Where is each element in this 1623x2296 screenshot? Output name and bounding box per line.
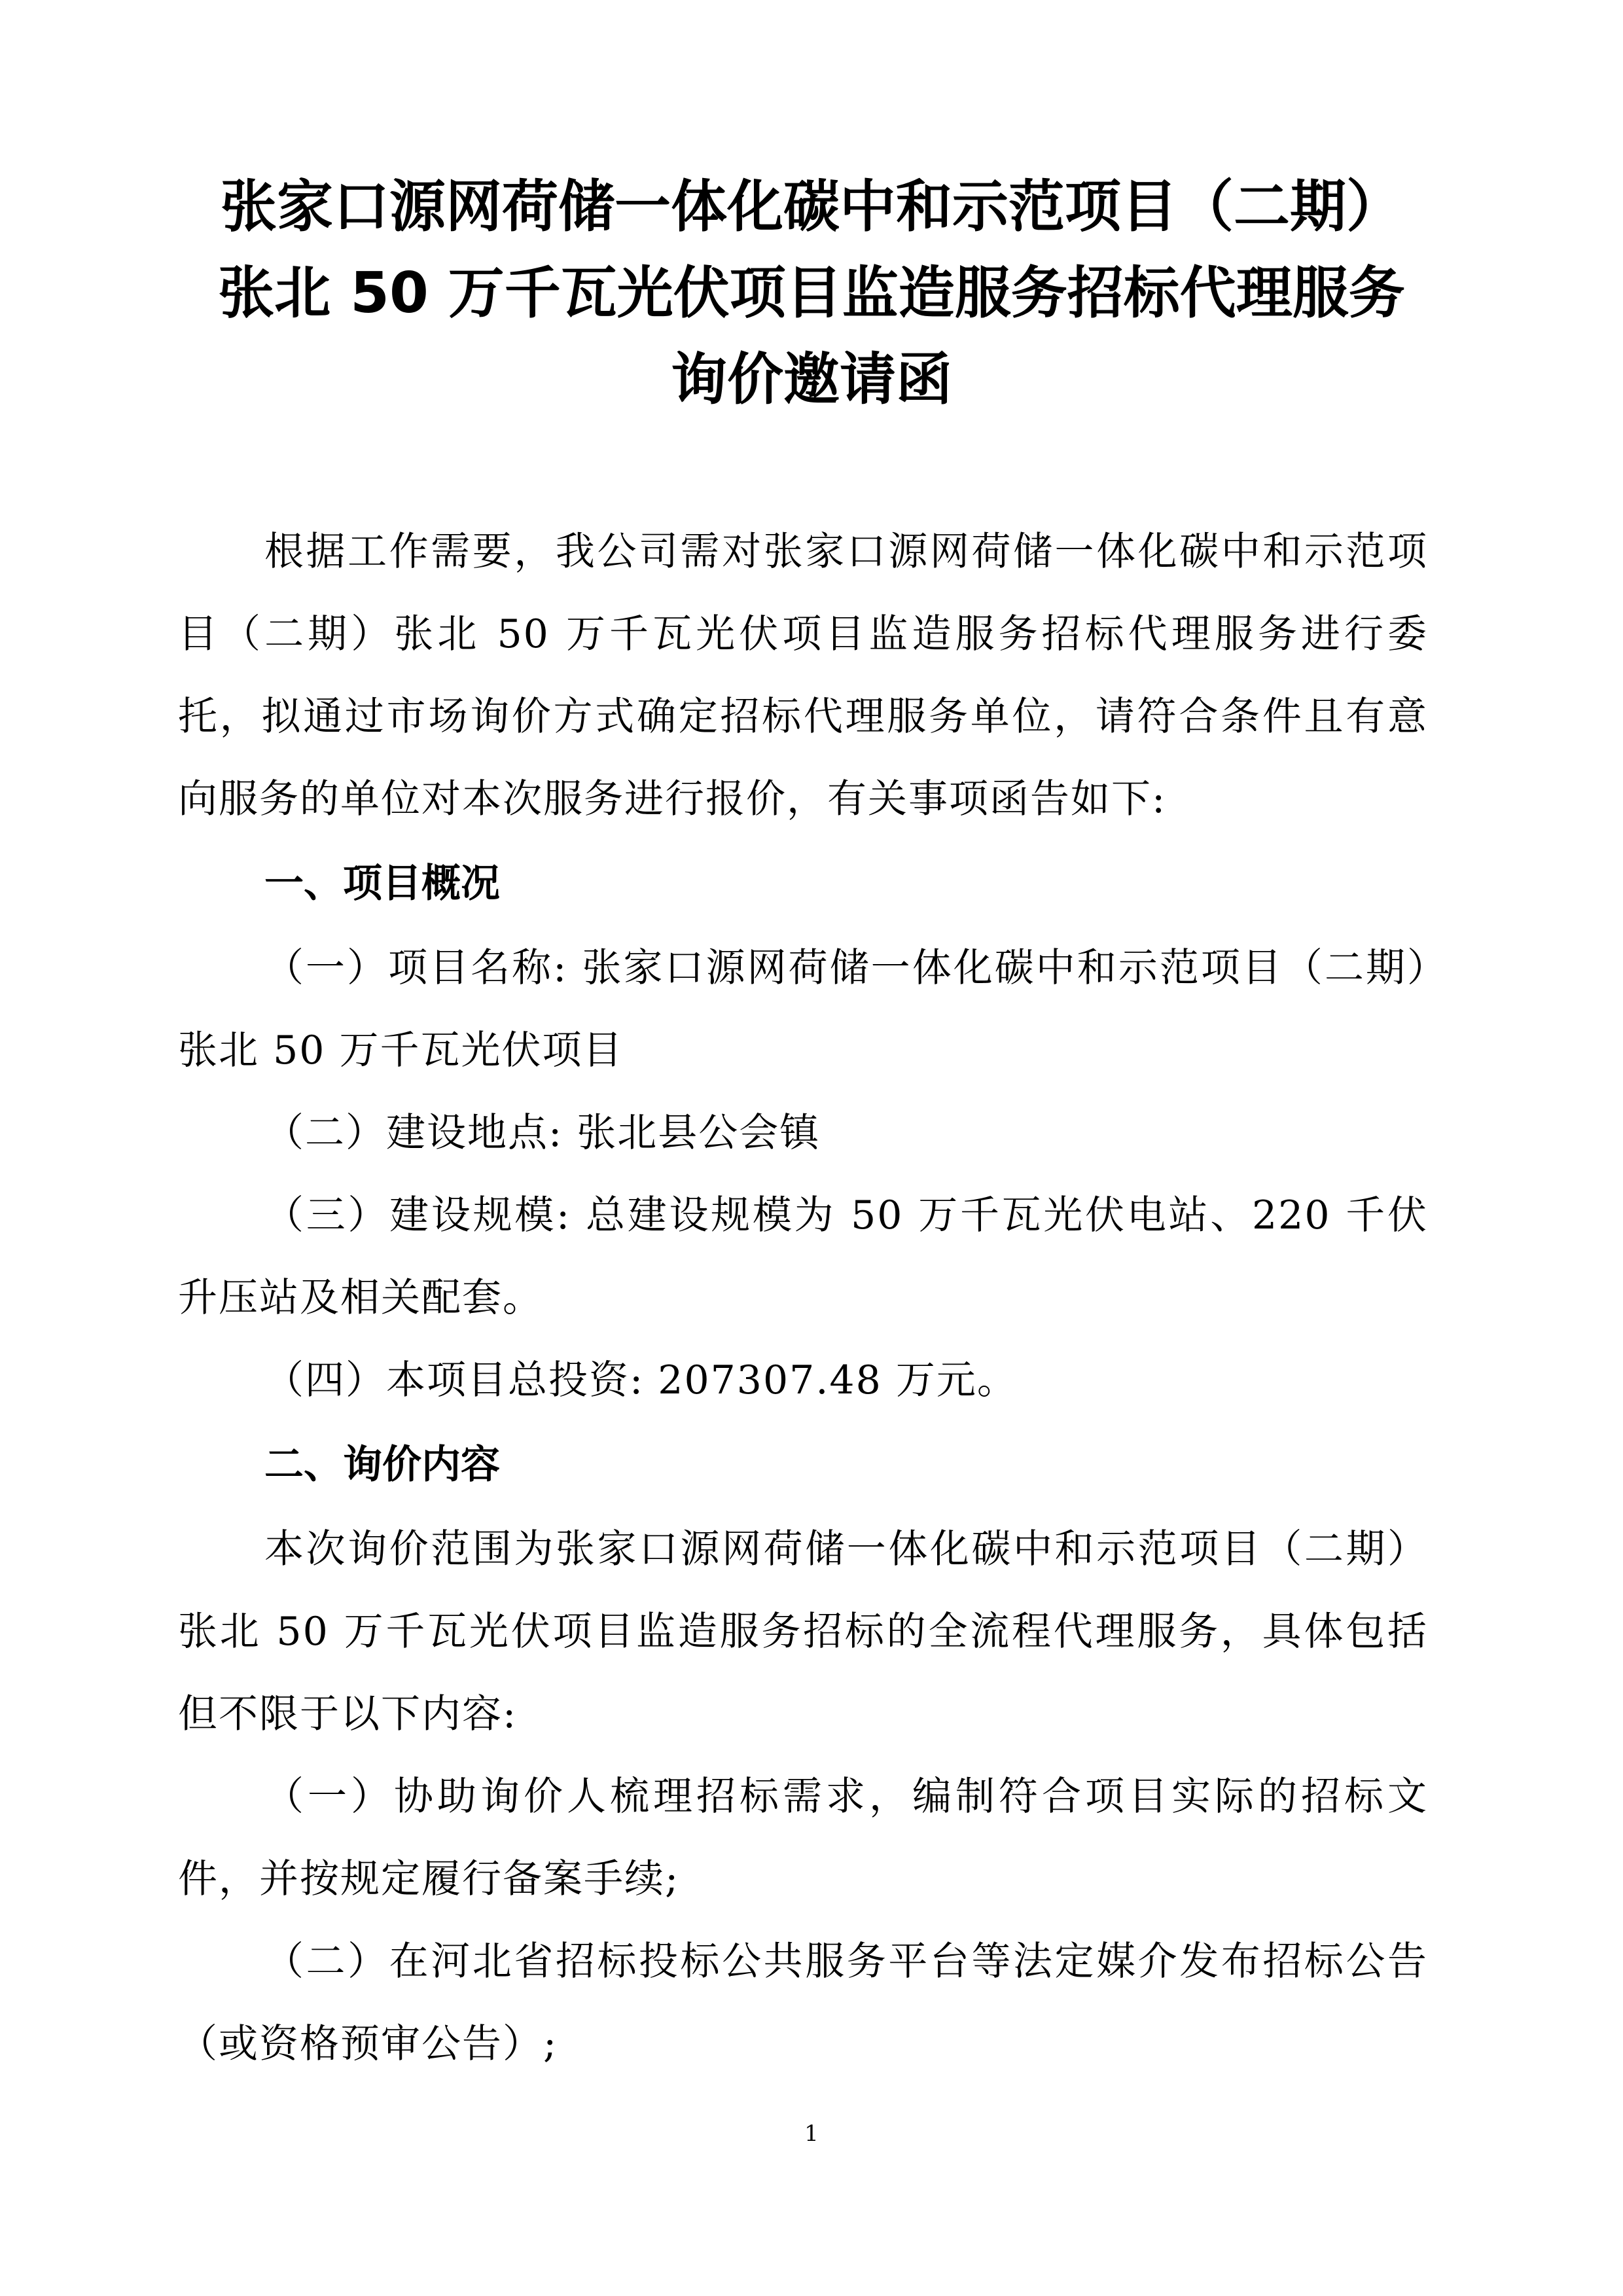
document-body xyxy=(178,511,1428,2085)
inquiry-item-2: （二）在河北省招标投标公共服务平台等法定媒介发布招标公告（或资格预审公告）; xyxy=(178,1939,1428,2067)
intro-paragraph: 根据工作需要，我公司需对张家口源网荷储一体化碳中和示范项目（二期）张北 50 万千瓦光伏项目监造服务招标代理服务进行委托，拟通过市场询价方式确定招标代理服务单位，请符合条件且有意向服务的单位对本次服务进行报价，有关事项函告如下: xyxy=(178,529,1428,822)
title-line-1: 张家口源网荷储一体化碳中和示范项目（二期） xyxy=(221,174,1402,240)
section-2-intro: 本次询价范围为张家口源网荷储一体化碳中和示范项目（二期）张北 50 万千瓦光伏项目监造服务招标的全流程代理服务，具体包括但不限于以下内容: xyxy=(178,1526,1428,1737)
page-number: 1 xyxy=(804,2121,819,2147)
section-1-heading: 一、项目概况 xyxy=(264,861,500,906)
project-name-item: （一）项目名称: 张家口源网荷储一体化碳中和示范项目（二期）张北 50 万千瓦光伏项目 xyxy=(178,945,1428,1073)
section-2-heading: 二、询价内容 xyxy=(264,1442,500,1488)
title-line-3: 询价邀请函 xyxy=(671,347,952,412)
title-line-2: 张北 50 万千瓦光伏项目监造服务招标代理服务 xyxy=(218,260,1405,326)
total-investment-item: （四）本项目总投资: 207307.48 万元。 xyxy=(264,1357,1018,1403)
page-title xyxy=(118,164,1505,423)
construction-scale-item: （三）建设规模: 总建设规模为 50 万千瓦光伏电站、220 千伏升压站及相关配套。 xyxy=(178,1193,1428,1321)
inquiry-item-1: （一）协助询价人梳理招标需求，编制符合项目实际的招标文件，并按规定履行备案手续; xyxy=(178,1774,1428,1902)
construction-site-item: （二）建设地点: 张北县公会镇 xyxy=(264,1110,821,1156)
